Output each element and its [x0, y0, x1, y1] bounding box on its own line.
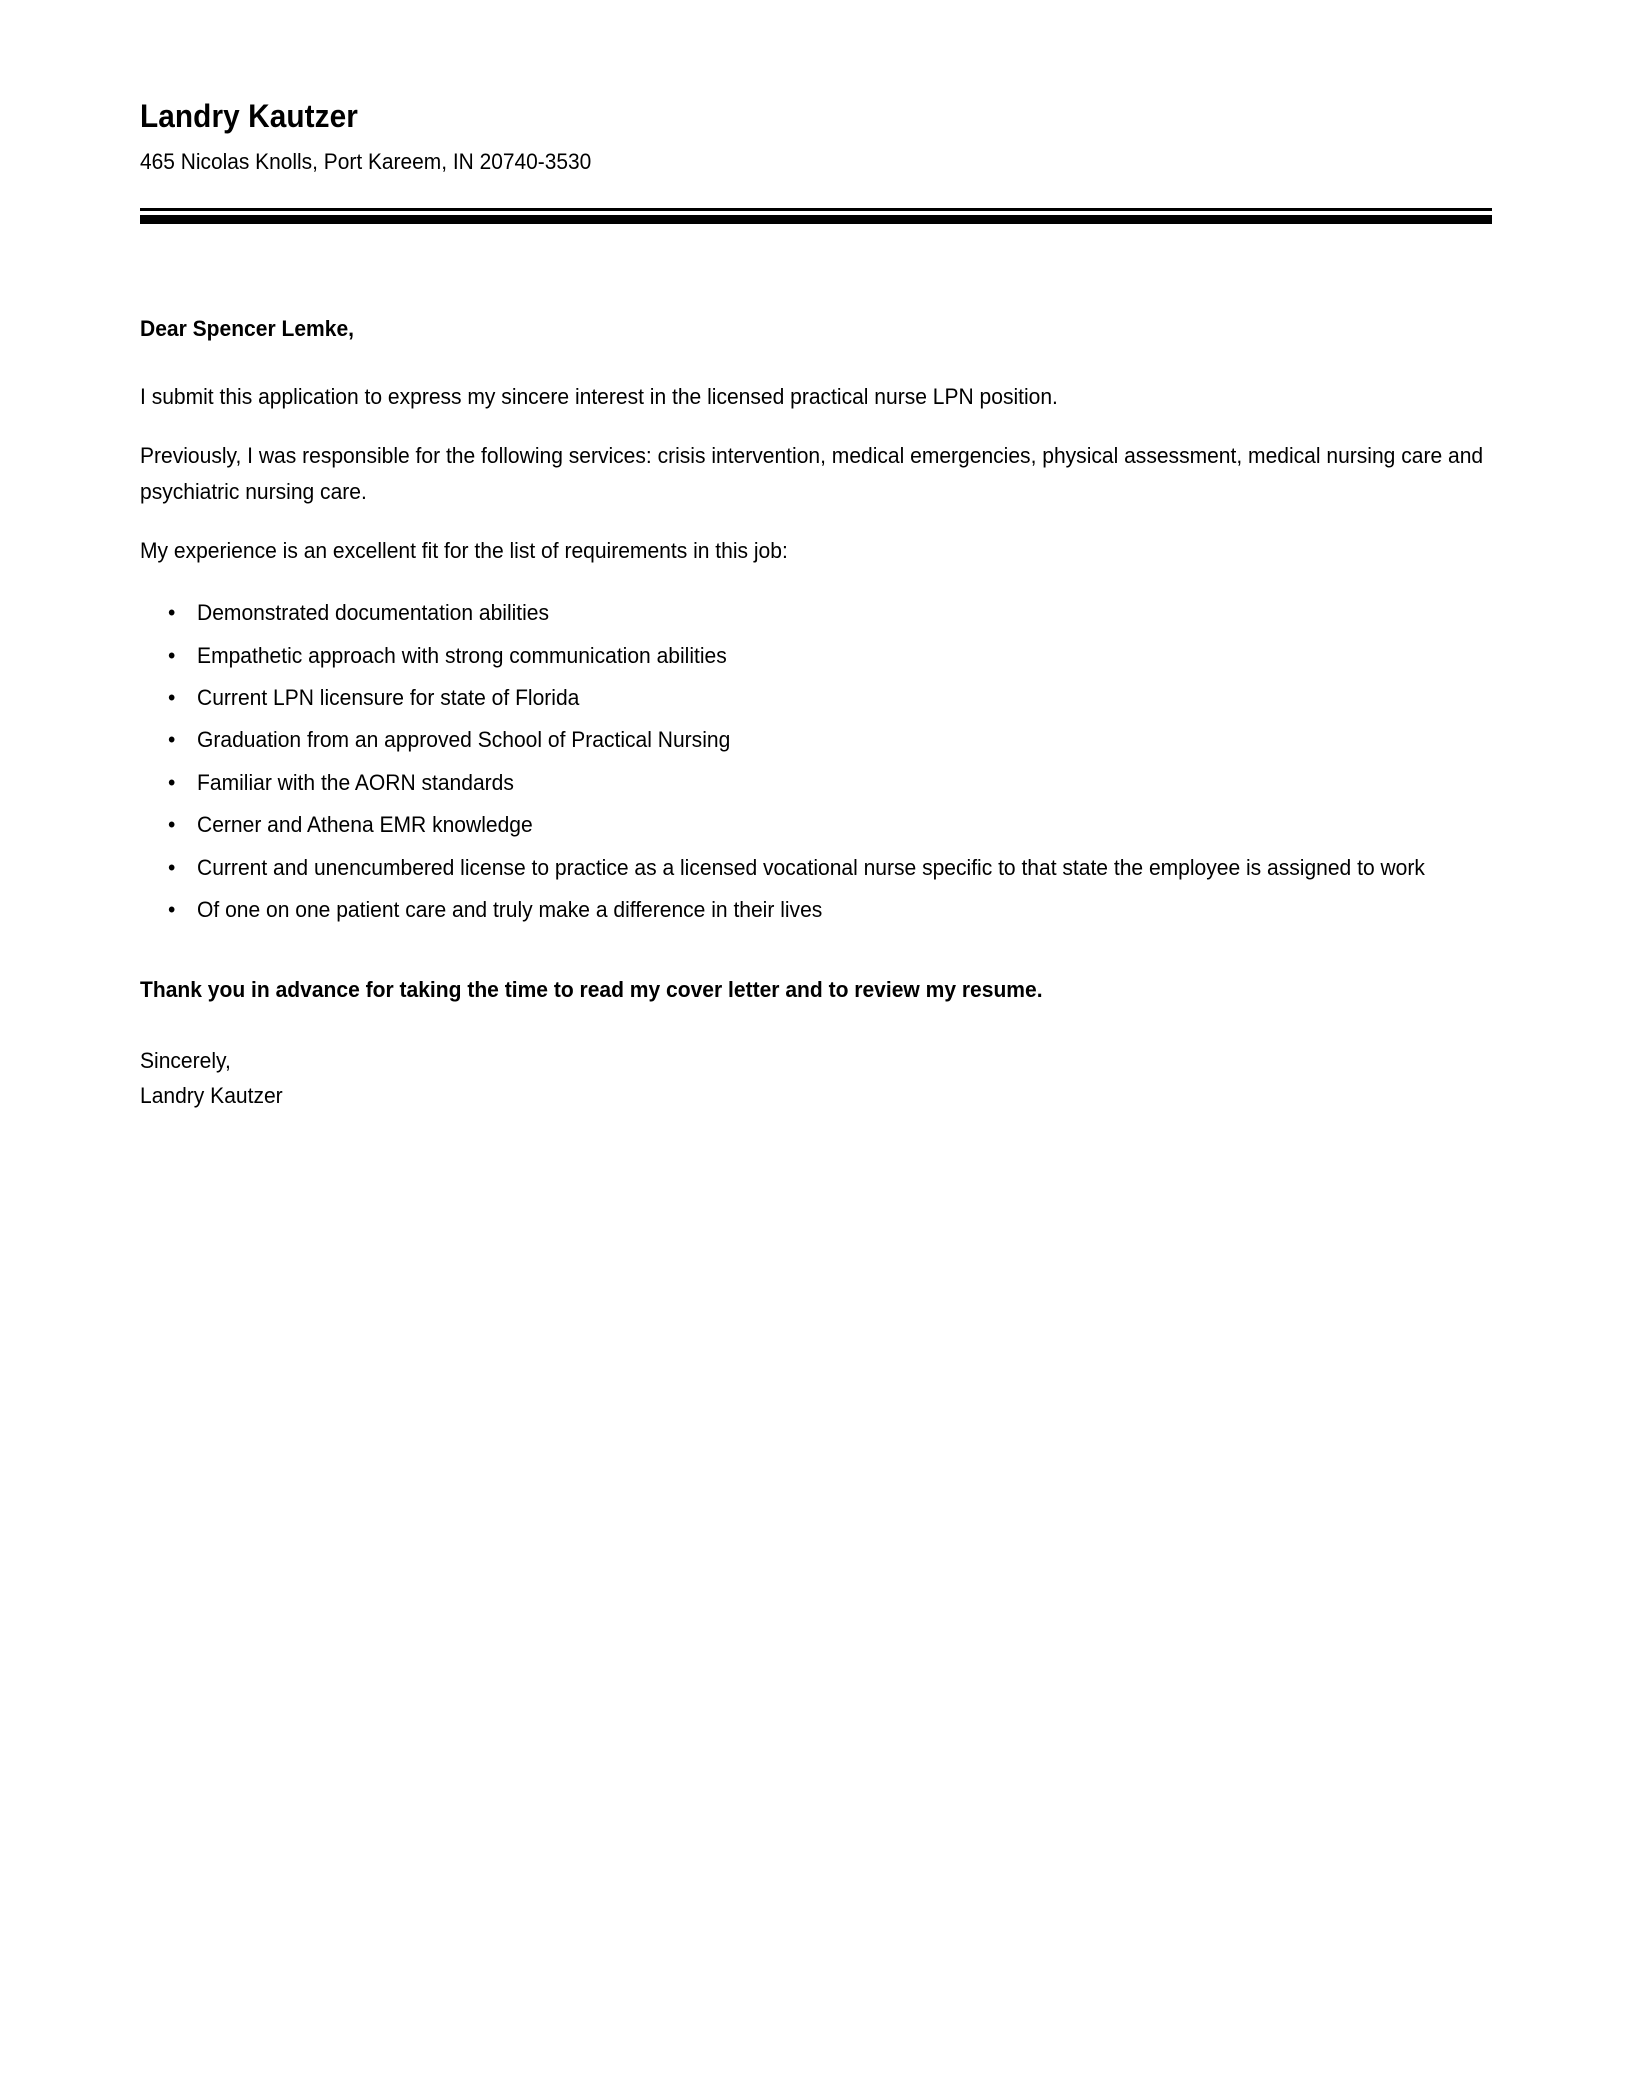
bullet-icon: • [168, 685, 176, 710]
list-item-text: Empathetic approach with strong communication abilities [197, 642, 727, 668]
list-item-text: Current and unencumbered license to practice as a licensed vocational nurse specific to that state the employee is assigned to work [197, 854, 1425, 880]
list-item [140, 892, 1492, 928]
sender-name: Landry Kautzer [140, 98, 358, 134]
letter-body [140, 312, 1492, 1115]
paragraph-experience: Previously, I was responsible for the following services: crisis intervention, medical emergencies, physical assessment, medical nursing care and psychiatric nursing care. [140, 442, 1484, 505]
list-item-text: Demonstrated documentation abilities [197, 600, 550, 626]
list-item [140, 722, 1492, 758]
signature-block [140, 1044, 1492, 1114]
bullet-icon: • [168, 854, 176, 880]
list-item [140, 765, 1492, 801]
list-item [140, 595, 1492, 631]
paragraph-requirements-lead: My experience is an excellent fit for the list of requirements in this job: [140, 537, 788, 563]
bullet-icon: • [168, 897, 176, 923]
list-item-text: Of one on one patient care and truly make a difference in their lives [197, 897, 823, 923]
bullet-icon: • [168, 642, 176, 668]
divider-thick-rule [140, 215, 1492, 224]
list-item [140, 807, 1492, 843]
bullet-icon: • [168, 600, 176, 626]
list-item [140, 680, 1492, 716]
bullet-icon: • [168, 727, 176, 753]
list-item-text: Graduation from an approved School of Practical Nursing [197, 727, 731, 753]
bullet-icon: • [168, 812, 176, 838]
letterhead [140, 0, 1492, 224]
bullet-icon: • [168, 769, 176, 795]
list-item [140, 850, 1492, 886]
paragraph-intro: I submit this application to express my sincere interest in the licensed practical nurse LPN position. [140, 384, 1058, 410]
signoff-line: Sincerely, [140, 1048, 231, 1074]
signature-name: Landry Kautzer [140, 1083, 283, 1109]
document-content-column [140, 0, 1492, 1114]
list-item [140, 638, 1492, 674]
sender-address: 465 Nicolas Knolls, Port Kareem, IN 20740-3530 [140, 149, 592, 174]
letterhead-divider [140, 208, 1492, 224]
list-item-text: Familiar with the AORN standards [197, 769, 514, 795]
salutation: Dear Spencer Lemke, [140, 315, 354, 341]
list-item-text: Cerner and Athena EMR knowledge [197, 812, 533, 838]
list-item-text: Current LPN licensure for state of Florida [197, 685, 580, 710]
closing-statement: Thank you in advance for taking the time to read my cover letter and to review my resume. [140, 976, 1043, 1002]
requirements-list [140, 595, 1492, 929]
